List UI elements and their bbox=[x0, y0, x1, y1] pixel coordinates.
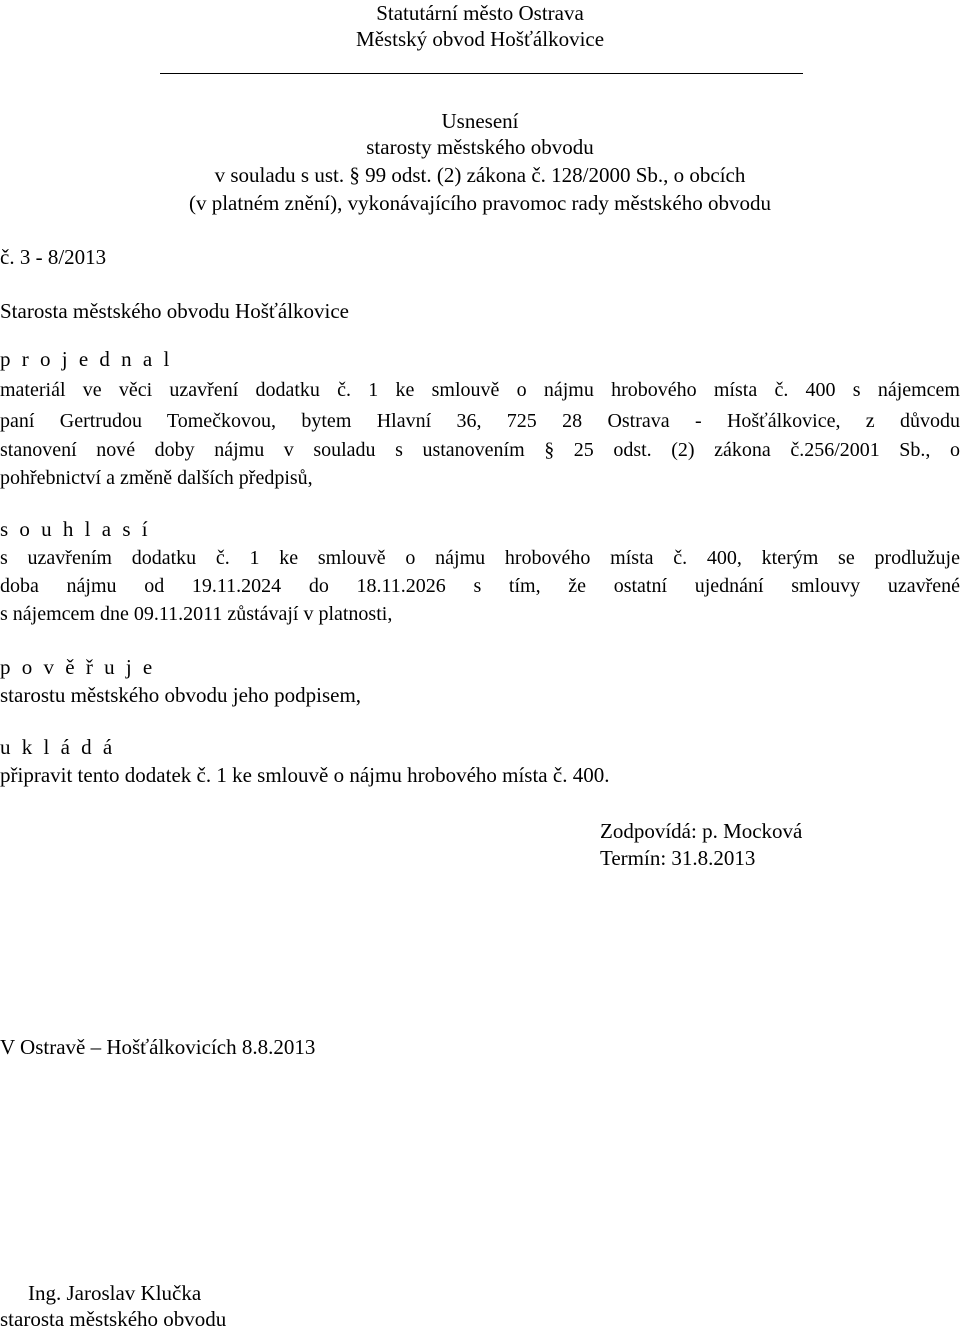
header-divider bbox=[160, 73, 803, 74]
signatory-name: Ing. Jaroslav Klučka bbox=[28, 1281, 202, 1305]
souhlasi-line-1: s uzavřením dodatku č. 1 ke smlouvě o nájmu hrobového místa č. 400, kterým se prodlužuje bbox=[0, 547, 960, 569]
uklada-text: připravit tento dodatek č. 1 ke smlouvě o nájmu hrobového místa č. 400. bbox=[0, 763, 610, 787]
header-city: Statutární město Ostrava bbox=[376, 1, 584, 25]
projednal-line-4: pohřebnictví a změně dalších předpisů, bbox=[0, 467, 313, 489]
poveruje-text: starostu městského obvodu jeho podpisem, bbox=[0, 683, 362, 707]
responsible-person: Zodpovídá: p. Mocková bbox=[600, 819, 803, 843]
header-district: Městský obvod Hošťálkovice bbox=[355, 27, 605, 51]
signatory-role: starosta městského obvodu bbox=[0, 1307, 227, 1331]
resolution-number: č. 3 - 8/2013 bbox=[0, 245, 107, 269]
projednal-line-3: stanovení nové doby nájmu v souladu s ustanovením § 25 odst. (2) zákona č.256/2001 Sb., o bbox=[0, 439, 960, 461]
issuer: Starosta městského obvodu Hošťálkovice bbox=[0, 299, 350, 323]
place-and-date: V Ostravě – Hošťálkovicích 8.8.2013 bbox=[0, 1035, 316, 1059]
souhlasi-line-3: s nájemcem dne 09.11.2011 zůstávají v platnosti, bbox=[0, 603, 393, 625]
projednal-line-2: paní Gertrudou Tomečkovou, bytem Hlavní 36, 725 28 Ostrava - Hošťálkovice, z důvodu bbox=[0, 410, 960, 432]
keyword-souhlasi: s o u h l a s í bbox=[0, 517, 151, 541]
legal-basis-line-1: v souladu s ust. § 99 odst. (2) zákona č. 128/2000 Sb., o obcích bbox=[214, 163, 746, 187]
legal-basis-line-2: (v platném znění), vykonávajícího pravomoc rady městského obvodu bbox=[188, 191, 771, 215]
keyword-poveruje: p o v ě ř u j e bbox=[0, 655, 156, 679]
document-title: Usnesení bbox=[441, 109, 519, 133]
deadline: Termín: 31.8.2013 bbox=[600, 846, 756, 870]
projednal-line-1: materiál ve věci uzavření dodatku č. 1 ke smlouvě o nájmu hrobového místa č. 400 s nájemcem bbox=[0, 379, 960, 401]
keyword-projednal: p r o j e d n a l bbox=[0, 347, 173, 371]
document-subtitle: starosty městského obvodu bbox=[366, 135, 594, 159]
keyword-uklada: u k l á d á bbox=[0, 735, 116, 759]
souhlasi-line-2: doba nájmu od 19.11.2024 do 18.11.2026 s tím, že ostatní ujednání smlouvy uzavřené bbox=[0, 575, 960, 597]
